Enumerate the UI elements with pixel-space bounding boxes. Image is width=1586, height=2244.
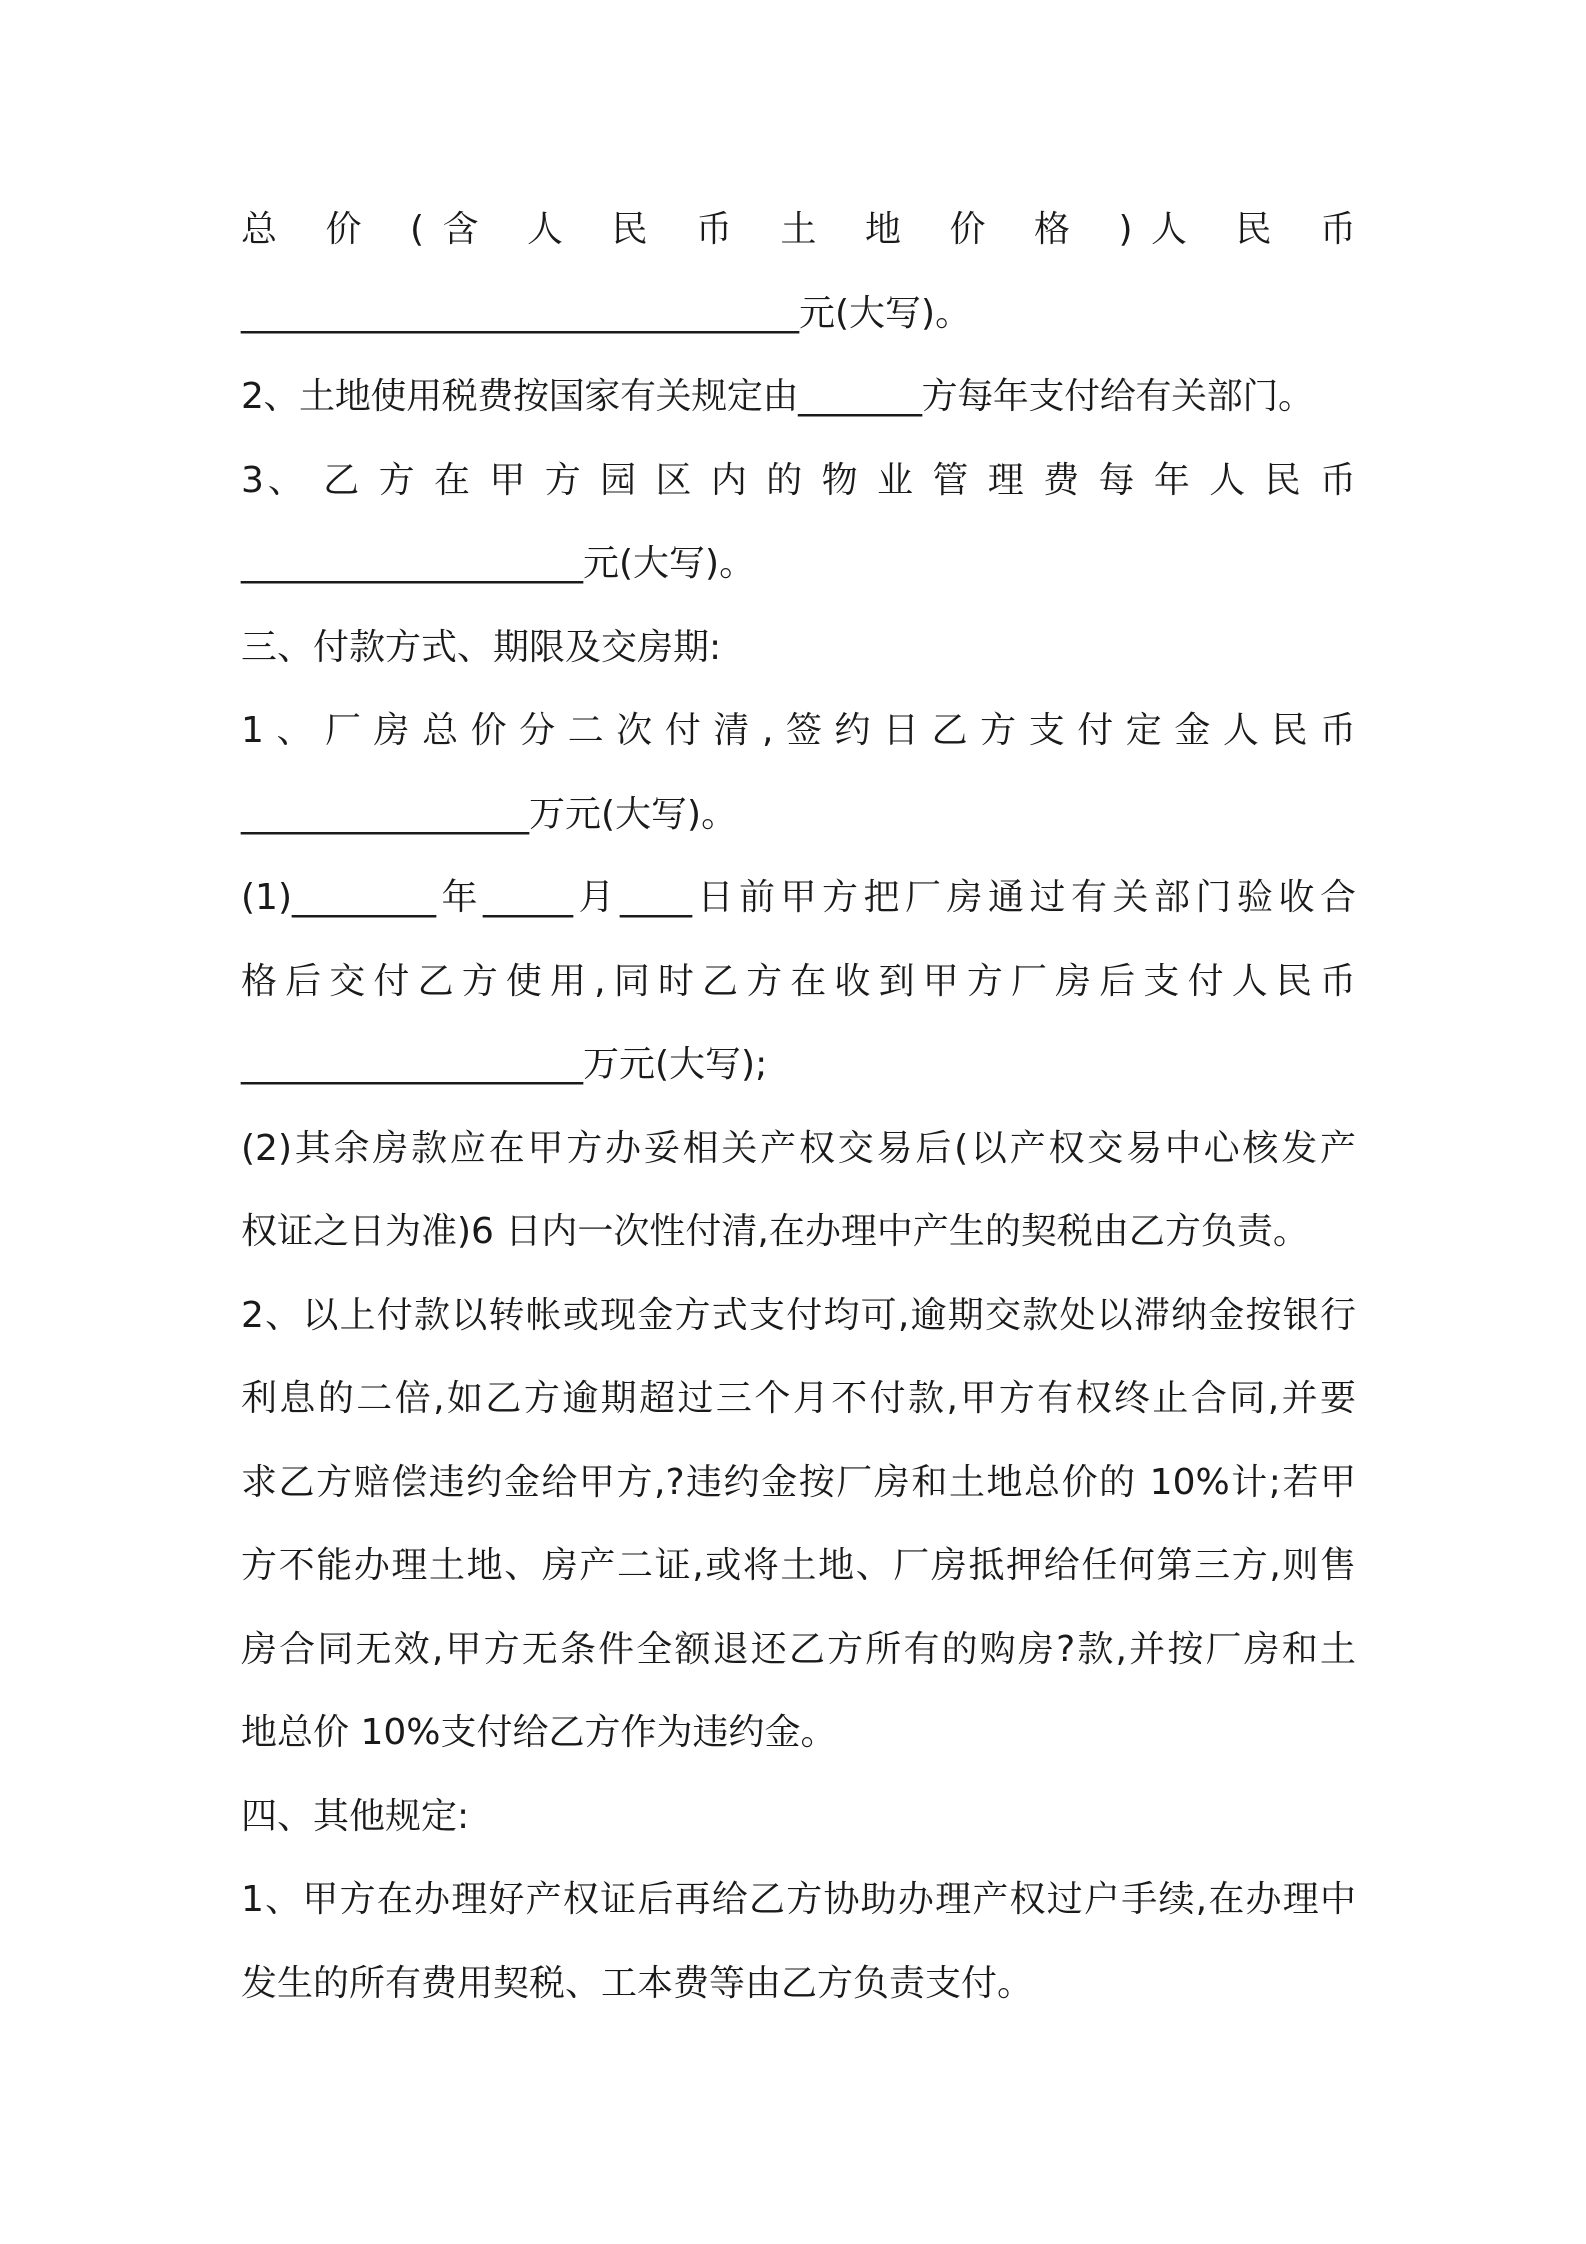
contract-body [241, 195, 1356, 2032]
line-remaining-payment: (2)其余房款应在甲方办妥相关产权交易后(以产权交易中心核发产 [241, 1127, 1356, 1169]
line-deposit: 1、厂房总价分二次付清,签约日乙方支付定金人民币 [241, 710, 1356, 751]
line-breach-amount: 求乙方赔偿违约金给甲方,?违约金按厂房和土地总价的 10%计;若甲 [241, 1461, 1356, 1503]
line-breach-payment: 地总价 10%支付给乙方作为违约金。 [241, 1712, 837, 1753]
section-heading-other: 四、其他规定: [241, 1795, 470, 1837]
line-contract-void: 房合同无效,甲方无条件全额退还乙方所有的购房?款,并按厂房和土 [241, 1628, 1356, 1670]
line-transfer-procedure: 1、甲方在办理好产权证后再给乙方协助办理产权过户手续,在办理中 [241, 1879, 1356, 1920]
line-property-fee: 3、 乙 方 在 甲 方 园 区 内 的 物 业 管 理 费 每 年 人 民 币 [241, 459, 1356, 501]
section-heading-payment: 三、付款方式、期限及交房期: [241, 626, 722, 668]
line-late-penalty: 利息的二倍,如乙方逾期超过三个月不付款,甲方有权终止合同,并要 [241, 1378, 1356, 1419]
line-payment-method: 2、以上付款以转帐或现金方式支付均可,逾期交款处以滞纳金按银行 [241, 1294, 1356, 1336]
line-delivery-payment: 格后交付乙方使用,同时乙方在收到甲方厂房后支付人民币 [241, 960, 1356, 1002]
line-remaining-payment-cont: 权证之日为准)6 日内一次性付清,在办理中产生的契税由乙方负责。 [241, 1211, 1309, 1252]
line-property-fee-blank: ___________________元(大写)。 [241, 543, 756, 584]
line-transfer-fees: 发生的所有费用契税、工本费等由乙方负责支付。 [241, 1962, 1034, 2004]
line-total-price: 总 价 (含 人 民 币 土 地 价 格 )人 民 币 [241, 209, 1356, 250]
line-certificate-clause: 方不能办理土地、房产二证,或将土地、厂房抵押给任何第三方,则售 [241, 1545, 1356, 1586]
line-delivery-payment-blank: ___________________万元(大写); [241, 1044, 768, 1085]
line-delivery-date: (1)________年_____月____日前甲方把厂房通过有关部门验收合 [241, 877, 1356, 918]
line-total-price-blank: _______________________________元(大写)。 [241, 292, 972, 334]
line-land-tax: 2、土地使用税费按国家有关规定由_______方每年支付给有关部门。 [241, 376, 1314, 417]
line-deposit-blank: ________________万元(大写)。 [241, 793, 738, 835]
